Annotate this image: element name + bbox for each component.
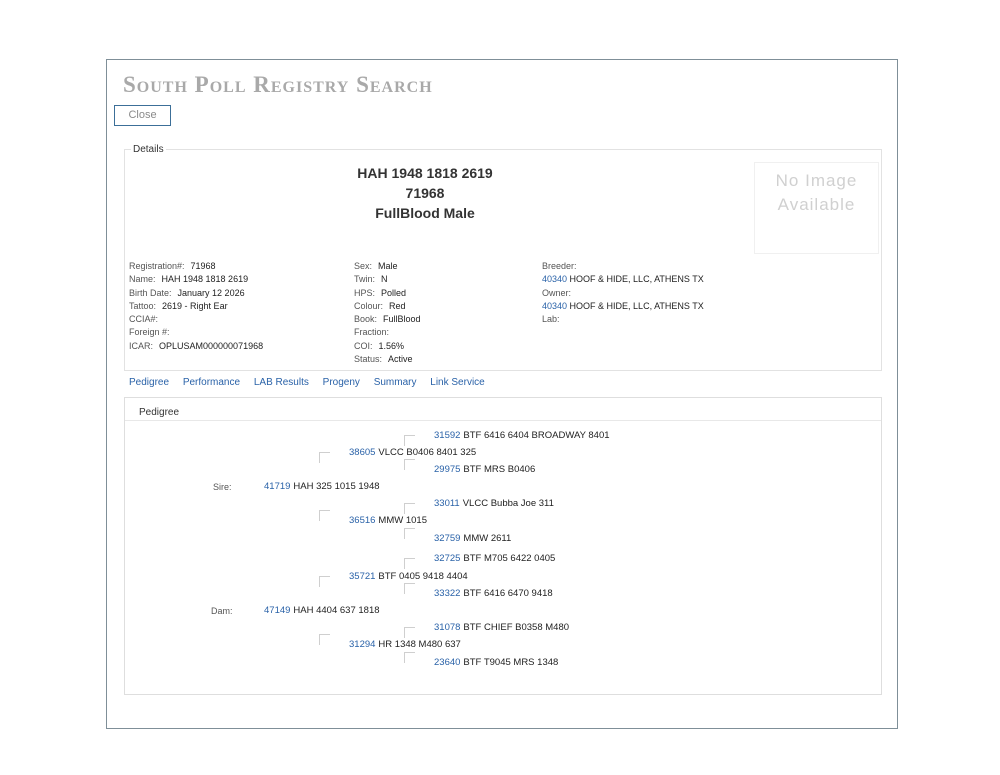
pedigree-node-dd-sire: [434, 621, 569, 635]
identity-field-label: Tattoo:: [129, 300, 157, 311]
details-panel: [124, 144, 882, 371]
pedigree-node-dam-sire: [349, 570, 468, 584]
trait-field-label: Colour:: [354, 300, 384, 311]
trait-field-value: Active: [388, 354, 413, 365]
tab-performance[interactable]: Performance: [182, 377, 241, 388]
trait-field-label: Fraction:: [354, 327, 390, 338]
pedigree-connector: [404, 459, 415, 470]
pedigree-animal-name: BTF T9045 MRS 1348: [463, 657, 559, 668]
owner-name: HOOF & HIDE, LLC, ATHENS TX: [569, 300, 704, 311]
animal-header: [125, 163, 725, 223]
pedigree-id-link[interactable]: 31592: [434, 430, 461, 441]
identity-field-row: [129, 273, 263, 286]
trait-field-row: [354, 340, 421, 353]
pedigree-connector: [404, 652, 415, 663]
pedigree-id-link[interactable]: 33011: [434, 498, 460, 509]
sire-label: Sire:: [213, 482, 232, 492]
pedigree-connector: [404, 435, 415, 446]
trait-field-row: [354, 313, 421, 326]
pedigree-node-ss-sire: [434, 429, 610, 443]
pedigree-node-dam: [264, 604, 380, 618]
animal-reg-heading: 71968: [405, 185, 445, 201]
pedigree-animal-name: HAH 325 1015 1948: [293, 481, 380, 492]
pedigree-id-link[interactable]: 23640: [434, 657, 461, 668]
identity-field-row: [129, 313, 263, 326]
pedigree-animal-name: HR 1348 M480 637: [378, 639, 461, 650]
trait-field-row: [354, 260, 421, 273]
pedigree-animal-name: VLCC B0406 8401 325: [378, 447, 477, 458]
identity-field-row: [129, 260, 263, 273]
pedigree-animal-name: BTF CHIEF B0358 M480: [463, 622, 570, 633]
pedigree-node-dam-dam: [349, 638, 461, 652]
trait-field-value: Red: [389, 300, 406, 311]
pedigree-legend: Pedigree: [139, 407, 180, 418]
pedigree-connector: [404, 583, 415, 594]
pedigree-connector: [404, 528, 415, 539]
identity-field-label: Registration#:: [129, 261, 185, 271]
pedigree-connector: [404, 627, 415, 638]
trait-field-row: [354, 300, 421, 313]
close-button[interactable]: Close: [114, 105, 171, 126]
pedigree-id-link[interactable]: 35721: [349, 571, 376, 582]
identity-field-value: 71968: [190, 261, 216, 271]
identity-field-row: [129, 300, 263, 313]
breeder-name: HOOF & HIDE, LLC, ATHENS TX: [569, 274, 704, 285]
pedigree-animal-name: MMW 2611: [463, 533, 512, 544]
pedigree-id-link[interactable]: 29975: [434, 464, 461, 475]
identity-field-value: HAH 1948 1818 2619: [161, 274, 249, 285]
pedigree-tree: [125, 420, 881, 694]
pedigree-id-link[interactable]: 36516: [349, 515, 376, 526]
identity-field-row: [129, 287, 263, 300]
identity-field-value: OPLUSAM000000071968: [159, 340, 264, 351]
breeder-label: Breeder:: [542, 261, 577, 271]
pedigree-animal-name: BTF 6416 6470 9418: [463, 588, 553, 599]
trait-field-label: Sex:: [354, 261, 373, 271]
trait-field-row: [354, 353, 421, 366]
identity-field-value: 2619 - Right Ear: [162, 300, 228, 311]
pedigree-animal-name: BTF 0405 9418 4404: [378, 571, 468, 582]
no-image-placeholder: No Image Available: [754, 162, 879, 254]
identity-field-value: January 12 2026: [177, 287, 245, 298]
pedigree-id-link[interactable]: 38605: [349, 447, 376, 458]
tab-link-service[interactable]: Link Service: [430, 377, 485, 388]
pedigree-id-link[interactable]: 31294: [349, 639, 376, 650]
owner-label: Owner:: [542, 287, 572, 298]
dam-label: Dam:: [211, 606, 233, 616]
pedigree-animal-name: BTF 6416 6404 BROADWAY 8401: [463, 430, 610, 441]
tab-pedigree[interactable]: Pedigree: [129, 377, 170, 388]
pedigree-node-ds-sire: [434, 552, 555, 566]
pedigree-animal-name: VLCC Bubba Joe 311: [462, 498, 554, 509]
trait-field-label: HPS:: [354, 287, 376, 298]
registry-window: [106, 59, 898, 729]
pedigree-connector: [319, 576, 330, 587]
pedigree-node-sd-dam: [434, 532, 511, 546]
pedigree-panel: [124, 397, 882, 695]
trait-field-value: N: [381, 274, 388, 285]
app-title: South Poll Registry Search: [123, 72, 433, 97]
pedigree-id-link[interactable]: 41719: [264, 481, 291, 492]
pedigree-animal-name: BTF M705 6422 0405: [463, 553, 556, 564]
trait-field-value: FullBlood: [383, 314, 421, 325]
details-column-traits: [354, 260, 421, 366]
trait-field-label: COI:: [354, 340, 373, 351]
tab-lab-results[interactable]: LAB Results: [253, 377, 309, 388]
pedigree-node-sd-sire: [434, 497, 554, 511]
pedigree-id-link[interactable]: 32759: [434, 533, 461, 544]
trait-field-row: [354, 287, 421, 300]
details-column-identity: [129, 260, 263, 353]
pedigree-node-ds-dam: [434, 587, 553, 601]
breeder-id-link[interactable]: 40340: [542, 274, 568, 285]
animal-name-heading: HAH 1948 1818 2619: [357, 165, 493, 181]
tab-bar: [129, 377, 496, 388]
pedigree-node-sire: [264, 480, 380, 494]
tab-summary[interactable]: Summary: [373, 377, 417, 388]
tab-progeny[interactable]: Progeny: [322, 377, 360, 388]
pedigree-connector: [404, 558, 415, 569]
pedigree-id-link[interactable]: 32725: [434, 553, 461, 564]
details-column-ownership: [542, 260, 704, 326]
pedigree-id-link[interactable]: 31078: [434, 622, 461, 633]
trait-field-row: [354, 273, 421, 286]
details-legend: Details: [133, 144, 164, 155]
identity-field-label: Birth Date:: [129, 287, 172, 298]
trait-field-row: [354, 326, 421, 339]
trait-field-value: Polled: [381, 287, 407, 298]
identity-field-label: Name:: [129, 274, 156, 285]
pedigree-id-link[interactable]: 47149: [264, 605, 291, 616]
animal-type-heading: FullBlood Male: [375, 205, 475, 221]
identity-field-row: [129, 340, 263, 353]
pedigree-node-dd-dam: [434, 656, 558, 670]
pedigree-animal-name: HAH 4404 637 1818: [293, 605, 380, 616]
pedigree-connector: [319, 510, 330, 521]
lab-label: Lab:: [542, 314, 560, 325]
pedigree-connector: [404, 503, 415, 514]
pedigree-node-ss-dam: [434, 463, 535, 477]
pedigree-node-sire-sire: [349, 446, 476, 460]
identity-field-label: Foreign #:: [129, 327, 170, 338]
pedigree-id-link[interactable]: 33322: [434, 588, 461, 599]
trait-field-label: Book:: [354, 314, 378, 325]
pedigree-animal-name: BTF MRS B0406: [463, 464, 536, 475]
breeder-row: [542, 273, 704, 286]
trait-field-value: 1.56%: [378, 340, 405, 351]
trait-field-label: Status:: [354, 354, 383, 365]
owner-id-link[interactable]: 40340: [542, 300, 568, 311]
identity-field-label: ICAR:: [129, 340, 154, 351]
owner-row: [542, 300, 704, 313]
trait-field-value: Male: [378, 261, 398, 271]
pedigree-connector: [319, 634, 330, 645]
pedigree-animal-name: MMW 1015: [378, 515, 427, 526]
pedigree-node-sire-dam: [349, 514, 427, 528]
pedigree-connector: [319, 452, 330, 463]
identity-field-label: CCIA#:: [129, 314, 159, 325]
identity-field-row: [129, 326, 263, 339]
trait-field-label: Twin:: [354, 274, 376, 285]
